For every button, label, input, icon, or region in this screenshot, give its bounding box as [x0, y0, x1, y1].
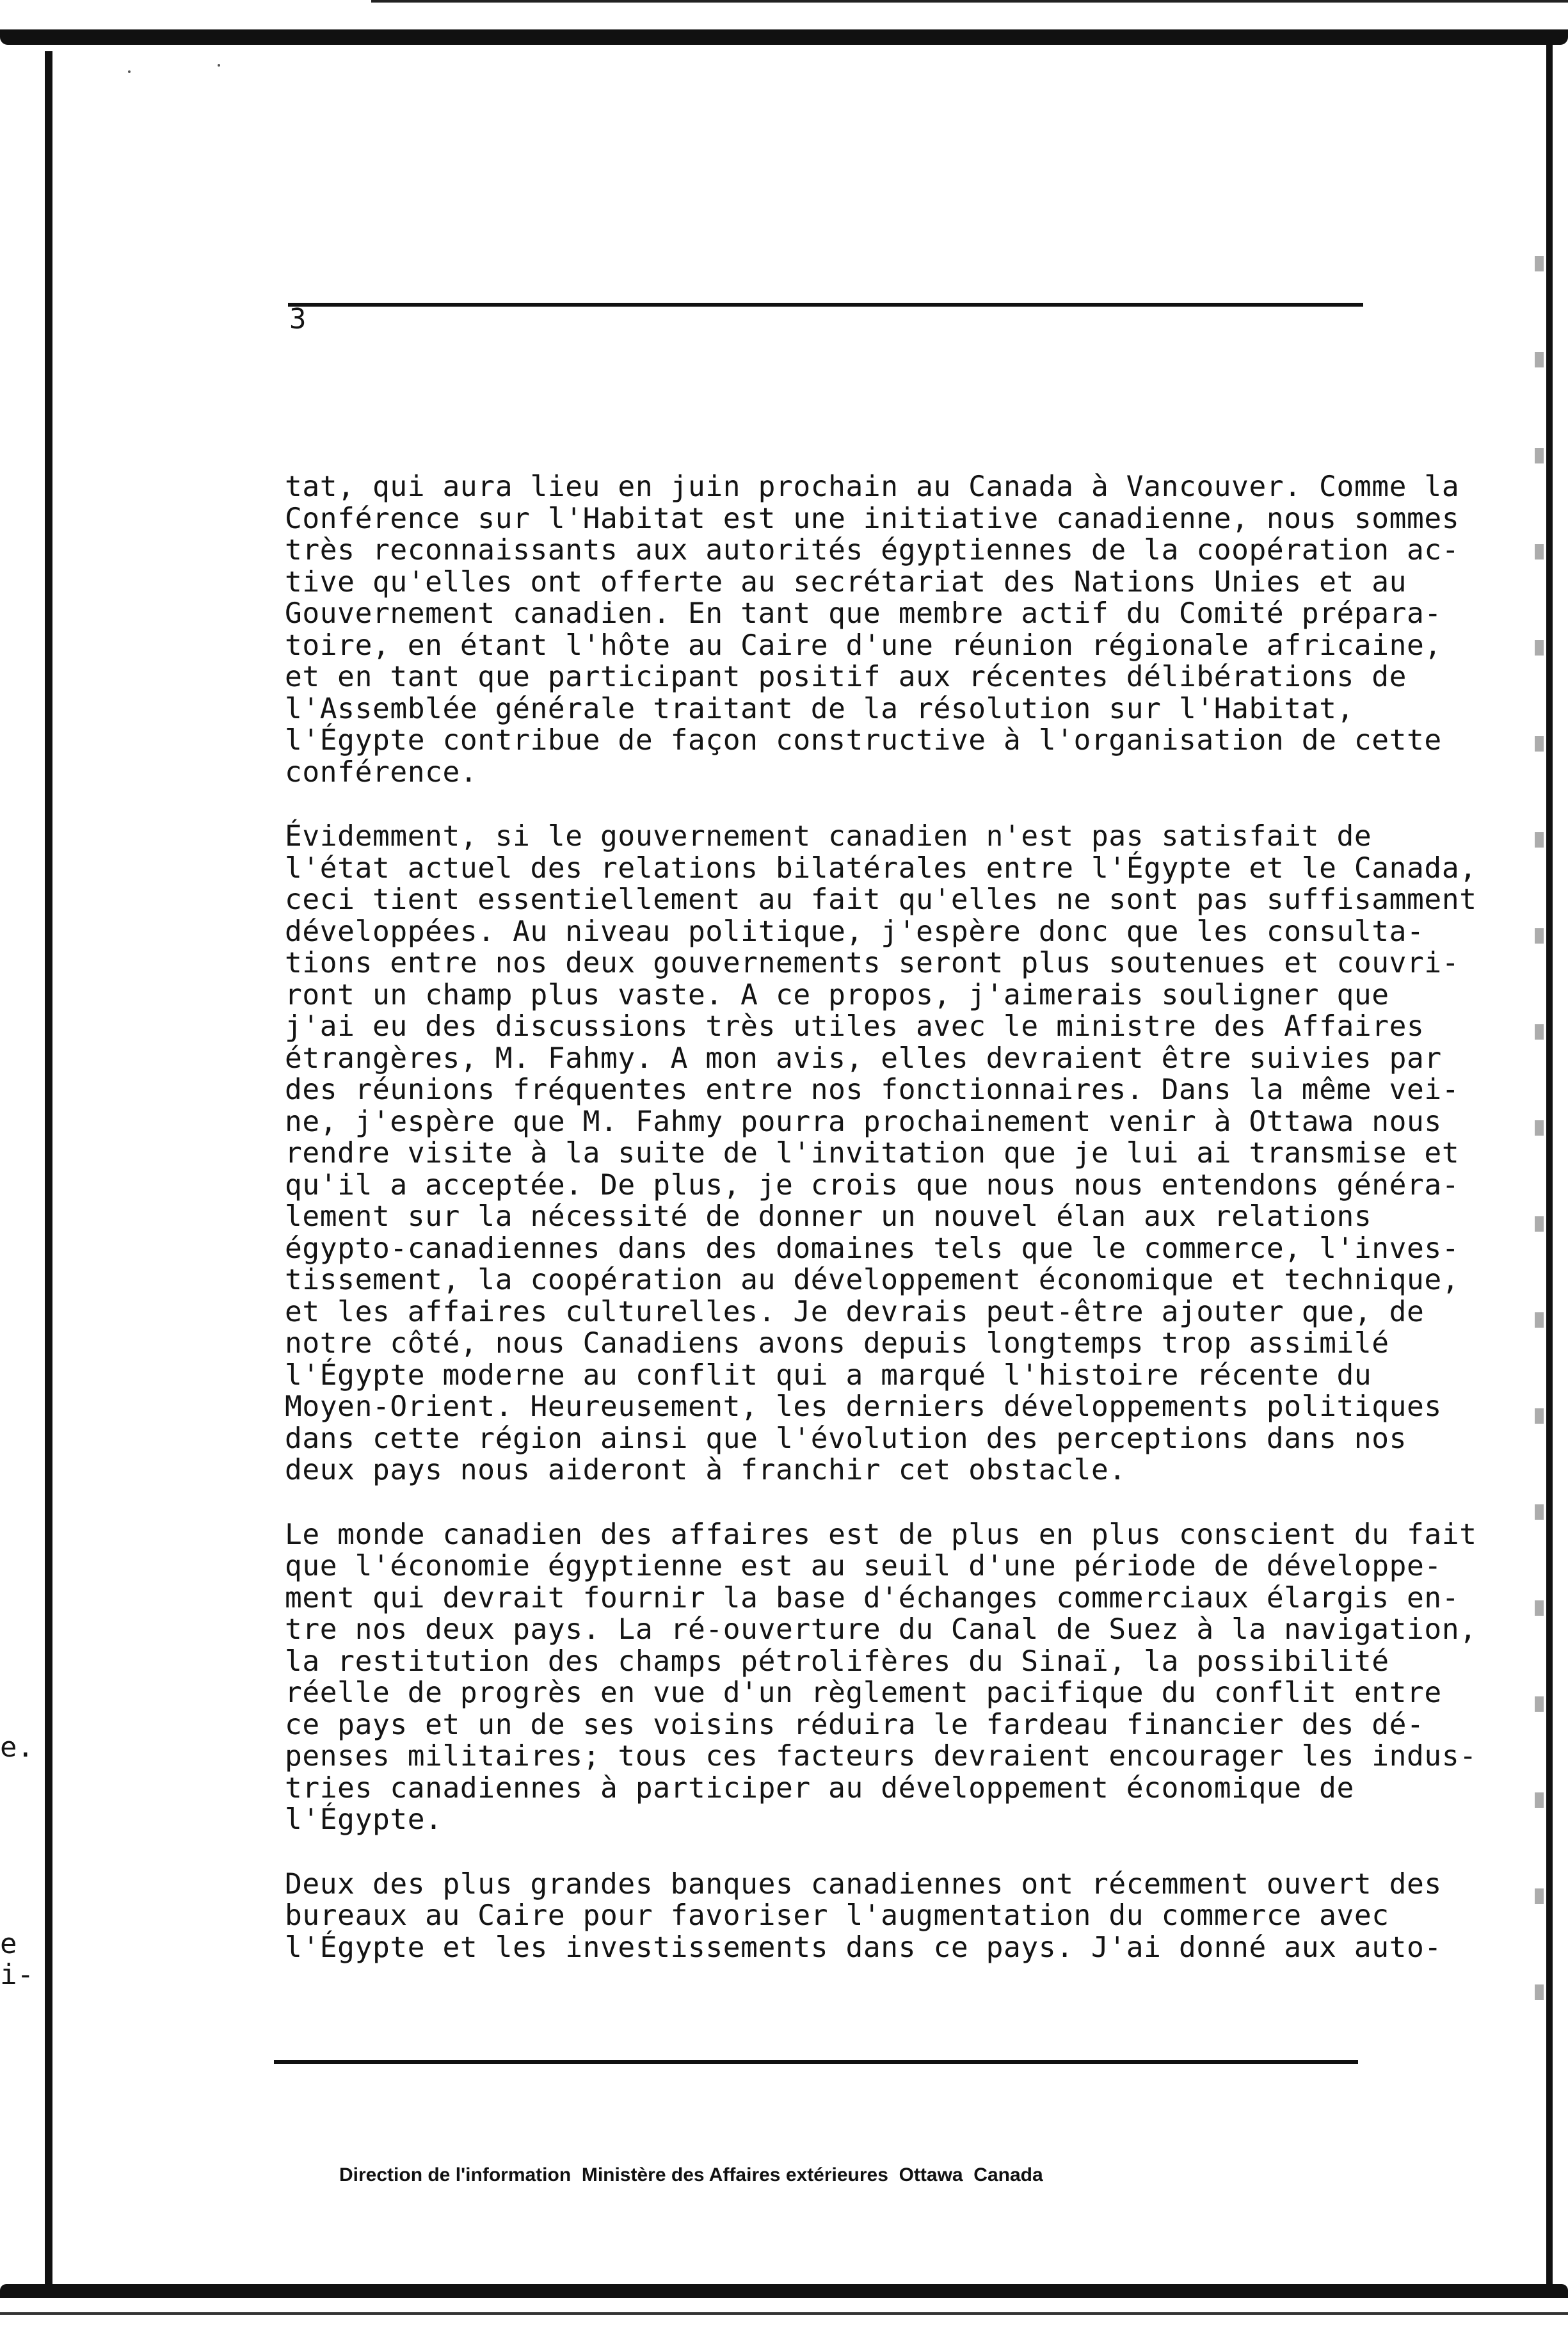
text-line: et les affaires culturelles. Je devrais peut-être ajouter que, de [285, 1295, 1425, 1328]
text-line: tre nos deux pays. La ré-ouverture du Canal de Suez à la navigation, [285, 1613, 1477, 1646]
margin-fragment: e. [0, 1731, 34, 1764]
text-line: ceci tient essentiellement au fait qu'elles ne sont pas suffisamment [285, 883, 1477, 916]
margin-fragment: e [0, 1928, 17, 1960]
text-line: tions entre nos deux gouvernements seront plus soutenues et couvri- [285, 947, 1460, 979]
text-line: l'Égypte contribue de façon constructive à l'organisation de cette [285, 724, 1442, 757]
text-line: Le monde canadien des affaires est de plus en plus conscient du fait [285, 1518, 1477, 1551]
paragraph [285, 471, 1460, 789]
text-line: développées. Au niveau politique, j'espère donc que les consulta- [285, 915, 1425, 948]
text-line: Gouvernement canadien. En tant que membre actif du Comité prépara- [285, 597, 1442, 630]
page-number: 3 [289, 303, 307, 335]
text-line: lement sur la nécessité de donner un nouvel élan aux relations [285, 1200, 1372, 1233]
text-line: tries canadiennes à participer au développement économique de [285, 1771, 1354, 1805]
text-line: Moyen-Orient. Heureusement, les derniers développements politiques [285, 1390, 1442, 1423]
text-line: tive qu'elles ont offerte au secrétariat des Nations Unies et au [285, 565, 1407, 599]
text-line: ront un champ plus vaste. A ce propos, j'aimerais souligner que [285, 978, 1389, 1011]
text-line: Évidemment, si le gouvernement canadien n'est pas satisfait de [285, 820, 1372, 853]
text-line: étrangères, M. Fahmy. A mon avis, elles devraient être suivies par [285, 1042, 1442, 1075]
text-line: notre côté, nous Canadiens avons depuis longtemps trop assimilé [285, 1327, 1389, 1360]
text-line: que l'économie égyptienne est au seuil d'une période de développe- [285, 1550, 1442, 1582]
text-line: rendre visite à la suite de l'invitation que je lui ai transmise et [285, 1137, 1460, 1170]
text-line: tat, qui aura lieu en juin prochain au Canada à Vancouver. Comme la [285, 471, 1460, 503]
text-line: l'Égypte. [285, 1803, 443, 1836]
text-line: dans cette région ainsi que l'évolution des perceptions dans nos [285, 1422, 1407, 1455]
text-line: très reconnaissants aux autorités égyptiennes de la coopération ac- [285, 534, 1460, 567]
text-line: tissement, la coopération au développement économique et technique, [285, 1264, 1460, 1296]
text-line: Deux des plus grandes banques canadiennes ont récemment ouvert des [285, 1867, 1442, 1901]
text-line: des réunions fréquentes entre nos fonctionnaires. Dans la même vei- [285, 1074, 1460, 1106]
text-line: l'état actuel des relations bilatérales entre l'Égypte et le Canada, [285, 851, 1477, 885]
text-line: ment qui devrait fournir la base d'échanges commerciaux élargis en- [285, 1581, 1460, 1614]
scan-top-border [0, 29, 1568, 45]
text-line: l'Égypte moderne au conflit qui a marqué l'histoire récente du [285, 1358, 1372, 1392]
margin-fragment: i- [0, 1958, 34, 1991]
text-line: bureaux au Caire pour favoriser l'augmentation du commerce avec [285, 1899, 1389, 1932]
text-line: penses militaires; tous ces facteurs devraient encourager les indus- [285, 1740, 1477, 1773]
scan-edge-marks [1535, 211, 1544, 2068]
scan-right-border [1546, 38, 1553, 2298]
scan-left-border [45, 51, 52, 2292]
text-line: l'Égypte et les investissements dans ce pays. J'ai donné aux auto- [285, 1931, 1442, 1964]
scan-bottom-edge [0, 2312, 1568, 2315]
paragraph [285, 1518, 1477, 1836]
text-line: la restitution des champs pétrolifères du Sinaï, la possibilité [285, 1645, 1389, 1678]
document-body [285, 471, 1477, 1996]
text-line: réelle de progrès en vue d'un règlement pacifique du conflit entre [285, 1677, 1442, 1709]
footer-rule [274, 2060, 1358, 2064]
footer-text: Direction de l'information Ministère des Affaires extérieures Ottawa Canada [339, 2164, 1043, 2185]
text-line: et en tant que participant positif aux récentes délibérations de [285, 661, 1407, 693]
text-line: toire, en étant l'hôte au Caire d'une réunion régionale africaine, [285, 629, 1442, 662]
scan-speck [218, 64, 220, 67]
scan-speck [128, 70, 131, 73]
text-line: j'ai eu des discussions très utiles avec le ministre des Affaires [285, 1010, 1425, 1043]
scan-bottom-border [0, 2284, 1568, 2298]
paragraph [285, 1867, 1442, 1964]
text-line: égypto-canadiennes dans des domaines tels que le commerce, l'inves- [285, 1232, 1460, 1265]
scan-top-edge [371, 0, 1568, 3]
text-line: Conférence sur l'Habitat est une initiative canadienne, nous sommes [285, 502, 1460, 535]
text-line: l'Assemblée générale traitant de la résolution sur l'Habitat, [285, 692, 1354, 725]
text-line: deux pays nous aideront à franchir cet obstacle. [285, 1454, 1126, 1486]
header-rule [288, 303, 1363, 307]
text-line: ne, j'espère que M. Fahmy pourra prochainement venir à Ottawa nous [285, 1105, 1442, 1138]
text-line: ce pays et un de ses voisins réduira le fardeau financier des dé- [285, 1708, 1425, 1741]
text-line: conférence. [285, 755, 478, 789]
paragraph [285, 820, 1477, 1486]
text-line: qu'il a acceptée. De plus, je crois que nous nous entendons généra- [285, 1168, 1460, 1202]
